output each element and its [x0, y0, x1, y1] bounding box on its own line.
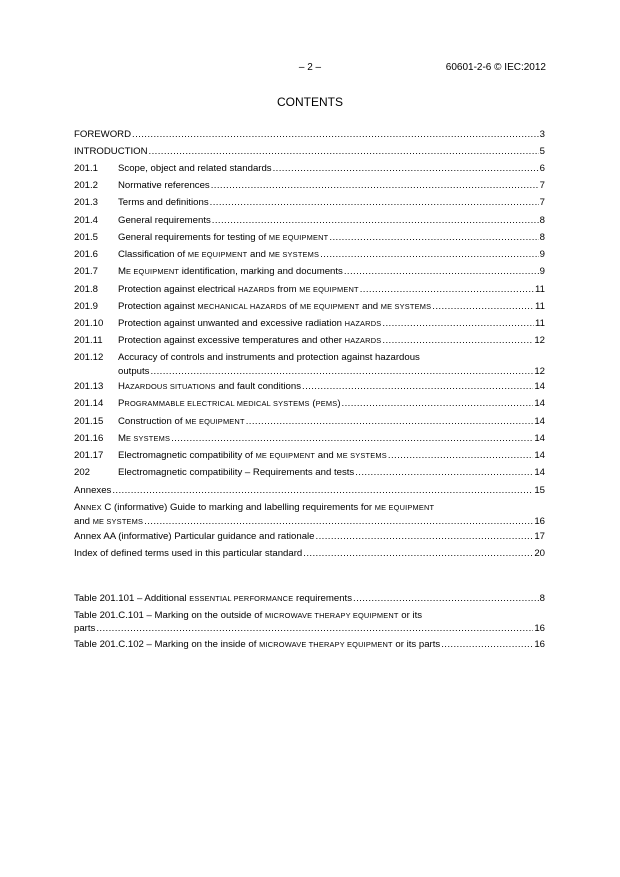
toc-number: 201.15: [74, 416, 104, 427]
toc-number: 201.14: [74, 398, 104, 409]
toc-label: Protection against unwanted and excessive radiation HAZARDS: [118, 318, 382, 329]
toc-page: 14: [534, 450, 545, 461]
toc-number: 202: [74, 467, 91, 478]
toc-label: Protection against MECHANICAL HAZARDS of ME EQUIPMENT and ME SYSTEMS: [118, 301, 432, 312]
toc-label: Protection against excessive temperatures and other HAZARDS: [118, 335, 382, 346]
toc-entry-201-2[interactable]: [74, 180, 545, 191]
table-entry-201-c-102[interactable]: [74, 639, 545, 650]
toc-page: 9: [539, 266, 545, 277]
toc-label: Electromagnetic compatibility of ME EQUIPMENT and ME SYSTEMS: [118, 450, 387, 461]
toc-entry-201-6[interactable]: [74, 249, 545, 260]
toc-entry-introduction[interactable]: [74, 146, 545, 157]
toc-number: 201.3: [74, 197, 99, 208]
toc-label: Classification of ME EQUIPMENT and ME SYSTEMS: [118, 249, 320, 260]
toc-number: 201.8: [74, 284, 99, 295]
toc-entry-index[interactable]: [74, 548, 545, 559]
toc-label-continued: outputs: [118, 366, 150, 377]
toc-label: Protection against electrical HAZARDS from ME EQUIPMENT: [118, 284, 359, 295]
toc-page: 14: [534, 416, 545, 427]
toc-label: ANNEX C (informative) Guide to marking and labelling requirements for ME EQUIPMENT: [74, 502, 435, 513]
toc-number: 201.12: [74, 352, 104, 363]
toc-page: 11: [535, 301, 545, 312]
toc-label: ME SYSTEMS: [118, 433, 171, 444]
page-number: – 2 –: [298, 62, 322, 73]
toc-label: Construction of ME EQUIPMENT: [118, 416, 245, 427]
toc-page: 12: [534, 335, 545, 346]
table-label: Table 201.C.101 – Marking on the outside of MICROWAVE THERAPY EQUIPMENT or its: [74, 610, 423, 621]
toc-entry-201-8[interactable]: [74, 284, 545, 295]
toc-page: 5: [539, 146, 545, 157]
table-label-continued: parts: [74, 623, 96, 634]
toc-entry-201-16[interactable]: [74, 433, 545, 444]
toc-number: 201.1: [74, 163, 99, 174]
toc-page: 9: [539, 249, 545, 260]
table-page: 16: [534, 623, 545, 634]
toc-number: 201.10: [74, 318, 104, 329]
toc-label: FOREWORD: [74, 129, 132, 140]
toc-page: 14: [534, 381, 545, 392]
toc-page: 17: [534, 531, 545, 542]
toc-page: 6: [539, 163, 545, 174]
table-label: Table 201.C.102 – Marking on the inside of MICROWAVE THERAPY EQUIPMENT or its parts: [74, 639, 441, 650]
toc-page: 20: [534, 548, 545, 559]
toc-entry-201-17[interactable]: [74, 450, 545, 461]
toc-entry-201-12[interactable]: [74, 352, 545, 377]
toc-entry-annex-aa[interactable]: [74, 531, 545, 542]
toc-label: Terms and definitions: [118, 197, 209, 208]
toc-page: 7: [539, 180, 545, 191]
toc-number: 201.11: [74, 335, 103, 346]
table-entry-201-c-101[interactable]: [74, 610, 545, 634]
toc-entry-202[interactable]: [74, 467, 545, 478]
toc-label: Scope, object and related standards: [118, 163, 272, 174]
toc-number: 201.5: [74, 232, 99, 243]
toc-entry-annex-c[interactable]: [74, 502, 545, 527]
toc-entry-201-11[interactable]: [74, 335, 545, 346]
toc-number: 201.6: [74, 249, 99, 260]
toc-entry-201-4[interactable]: [74, 215, 545, 226]
toc-label: Electromagnetic compatibility – Requirements and tests: [118, 467, 355, 478]
toc-label: Accuracy of controls and instruments and protection against hazardous: [118, 352, 420, 363]
toc-page: 15: [534, 485, 545, 496]
toc-entry-201-13[interactable]: [74, 381, 545, 392]
toc-number: 201.7: [74, 266, 99, 277]
toc-entry-201-1[interactable]: [74, 163, 545, 174]
toc-label: ME EQUIPMENT identification, marking and documents: [118, 266, 343, 277]
toc-entry-annexes[interactable]: [74, 485, 545, 496]
toc-label: General requirements: [118, 215, 211, 226]
toc-page: 7: [539, 197, 545, 208]
toc-entry-201-14[interactable]: [74, 398, 545, 409]
toc-entry-201-9[interactable]: [74, 301, 545, 312]
toc-label: Annexes: [74, 485, 112, 496]
toc-page: 14: [534, 398, 545, 409]
toc-entry-201-10[interactable]: [74, 318, 545, 329]
table-entry-201-101[interactable]: [74, 593, 545, 604]
toc-entry-201-5[interactable]: [74, 232, 545, 243]
toc-label: HAZARDOUS SITUATIONS and fault conditions: [118, 381, 301, 392]
toc-page: 16: [534, 516, 545, 527]
page-title: CONTENTS: [277, 95, 343, 109]
toc-page: 12: [534, 366, 545, 377]
toc-number: 201.9: [74, 301, 99, 312]
document-id: 60601-2-6 © IEC:2012: [445, 62, 546, 73]
toc-label-continued: and ME SYSTEMS: [74, 516, 144, 527]
toc-label: PROGRAMMABLE ELECTRICAL MEDICAL SYSTEMS (PEMS): [118, 398, 341, 409]
toc-page: 11: [535, 284, 545, 295]
toc-label: General requirements for testing of ME EQUIPMENT: [118, 232, 329, 243]
toc-number: 201.2: [74, 180, 99, 191]
toc-entry-foreword[interactable]: [74, 129, 545, 140]
toc-page: 8: [539, 215, 545, 226]
toc-page: 14: [534, 467, 545, 478]
toc-page: 8: [539, 232, 545, 243]
toc-number: 201.16: [74, 433, 104, 444]
toc-label: Annex AA (informative) Particular guidance and rationale: [74, 531, 315, 542]
toc-page: 11: [535, 318, 545, 329]
toc-number: 201.4: [74, 215, 99, 226]
toc-label: Index of defined terms used in this particular standard: [74, 548, 303, 559]
toc-label: Normative references: [118, 180, 210, 191]
table-page: 8: [539, 593, 545, 604]
table-page: 16: [534, 639, 545, 650]
toc-entry-201-3[interactable]: [74, 197, 545, 208]
toc-entry-201-7[interactable]: [74, 266, 545, 277]
toc-page: 14: [534, 433, 545, 444]
toc-label: INTRODUCTION: [74, 146, 148, 157]
table-label: Table 201.101 – Additional ESSENTIAL PERFORMANCE requirements: [74, 593, 353, 604]
toc-number: 201.17: [74, 450, 104, 461]
toc-entry-201-15[interactable]: [74, 416, 545, 427]
toc-page: 3: [539, 129, 545, 140]
toc-number: 201.13: [74, 381, 104, 392]
